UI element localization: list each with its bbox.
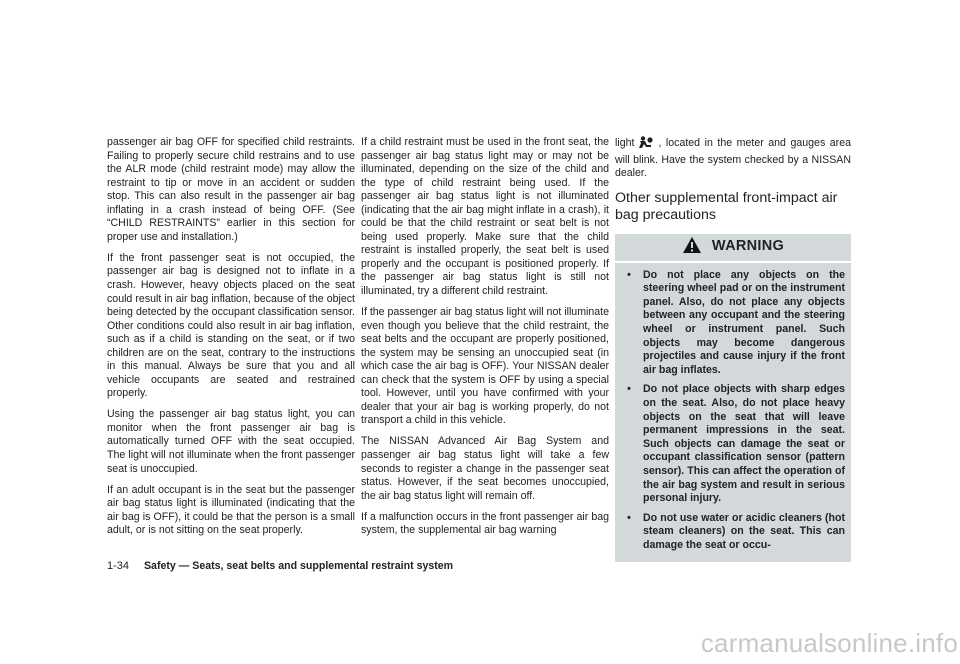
page-footer — [107, 560, 453, 572]
bullet: • — [627, 511, 631, 524]
warning-text: Do not place any objects on the steering wheel pad or on the instrument panel. Also, do not place any objects between any occupant and the steering wheel or instrument panel. Such objects may become dangerous projectiles and cause injury if the front air bag inflates. — [643, 268, 845, 376]
paragraph: If a malfunction occurs in the front passenger air bag system, the supplemental air bag warning — [361, 510, 609, 537]
bullet: • — [627, 268, 631, 281]
paragraph: If the front passenger seat is not occupied, the passenger air bag is designed not to inflate in a crash. However, heavy objects placed on the seat could result in air bag inflation, because of the object being detected by the occupant classification sensor. Other conditions could also result in air bag inflation, such as if a child is standing on the seat, or if two children are on the seat, contrary to the instructions in this manual. Always be sure that you and all vehicle occupants are seated and restrained properly. — [107, 251, 355, 400]
warning-triangle-icon — [682, 236, 702, 259]
bullet: • — [627, 383, 631, 396]
column-1 — [107, 136, 355, 545]
paragraph: If an adult occupant is in the seat but the passenger air bag status light is illuminated (indicating that the air bag is OFF), it could be that the person is a small adult, or is not sitting on the seat properly. — [107, 483, 355, 537]
watermark: carmanualsonline.info — [700, 628, 958, 658]
paragraph: If the passenger air bag status light will not illuminate even though you believe that the child restraint, the seat belts and the occupant are properly positioned, the system may be sensing an unoccupied seat (in which case the air bag is OFF). Your NISSAN dealer can check that the system is OFF by using a special tool. However, until you have confirmed with your dealer that your air bag is working properly, do not transport a child in this vehicle. — [361, 306, 609, 427]
paragraph: The NISSAN Advanced Air Bag System and passenger air bag status light will take a few seconds to register a change in the passenger seat status. However, if the seat becomes unoccupied, the air bag status light will remain off. — [361, 435, 609, 502]
paragraph — [615, 136, 851, 181]
warning-box — [615, 234, 851, 562]
intro-text: , located in the meter and gauges area will blink. Have the system checked by a NISSAN dealer. — [615, 137, 851, 180]
warning-title: WARNING — [711, 238, 785, 255]
page-number: 1-34 — [107, 560, 130, 572]
section-heading: Other supplemental front-impact air bag precautions — [615, 189, 838, 223]
warning-text: Do not place objects with sharp edges on the seat. Also, do not place heavy objects on the seat that will leave permanent impressions in the seat. Such objects can damage the seat or occupant classification sensor (pattern sensor). This can affect the operation of the air bag system and result in serious personal injury. — [643, 383, 845, 505]
paragraph: If a child restraint must be used in the front seat, the passenger air bag status light may or may not be illuminated, depending on the size of the child and the type of child restraint being used. If the passenger air bag status light is not illuminated (indicating that the air bag might inflate in a crash), it could be that the child restraint or seat belt is not being used properly. Make sure that the child restraint is installed properly, the seat belt is used properly and the occupant is positioned properly. If the passenger air bag status light is still not illuminated, try a different child restraint. — [361, 136, 609, 298]
paragraph: passenger air bag OFF for specified child restraints. Failing to properly secure child restrains and to use the ALR mode (child restraint mode) may allow the restraint to tip or move in an accident or sudden stop. This can also result in the passenger air bag inflating in a crash instead of being OFF. (See “CHILD RESTRAINTS” earlier in this section for proper use and installation.) — [107, 136, 355, 243]
warning-header — [615, 234, 851, 263]
warning-body — [615, 263, 851, 562]
warning-text: Do not use water or acidic cleaners (hot steam cleaners) on the seat. This can damage the seat or occu- — [643, 511, 845, 551]
paragraph: Using the passenger air bag status light, you can monitor when the front passenger air bag is automatically turned OFF with the seat occupied. The light will not illuminate when the front passenger seat is unoccupied. — [107, 408, 355, 475]
warning-item — [615, 269, 845, 378]
column-2 — [361, 136, 609, 545]
warning-item — [615, 512, 845, 553]
intro-text: light — [615, 137, 635, 149]
column-3 — [615, 136, 851, 562]
air-bag-warning-icon — [637, 136, 655, 154]
warning-item — [615, 383, 845, 505]
section-title: Safety — Seats, seat belts and supplemental restraint system — [143, 560, 454, 572]
